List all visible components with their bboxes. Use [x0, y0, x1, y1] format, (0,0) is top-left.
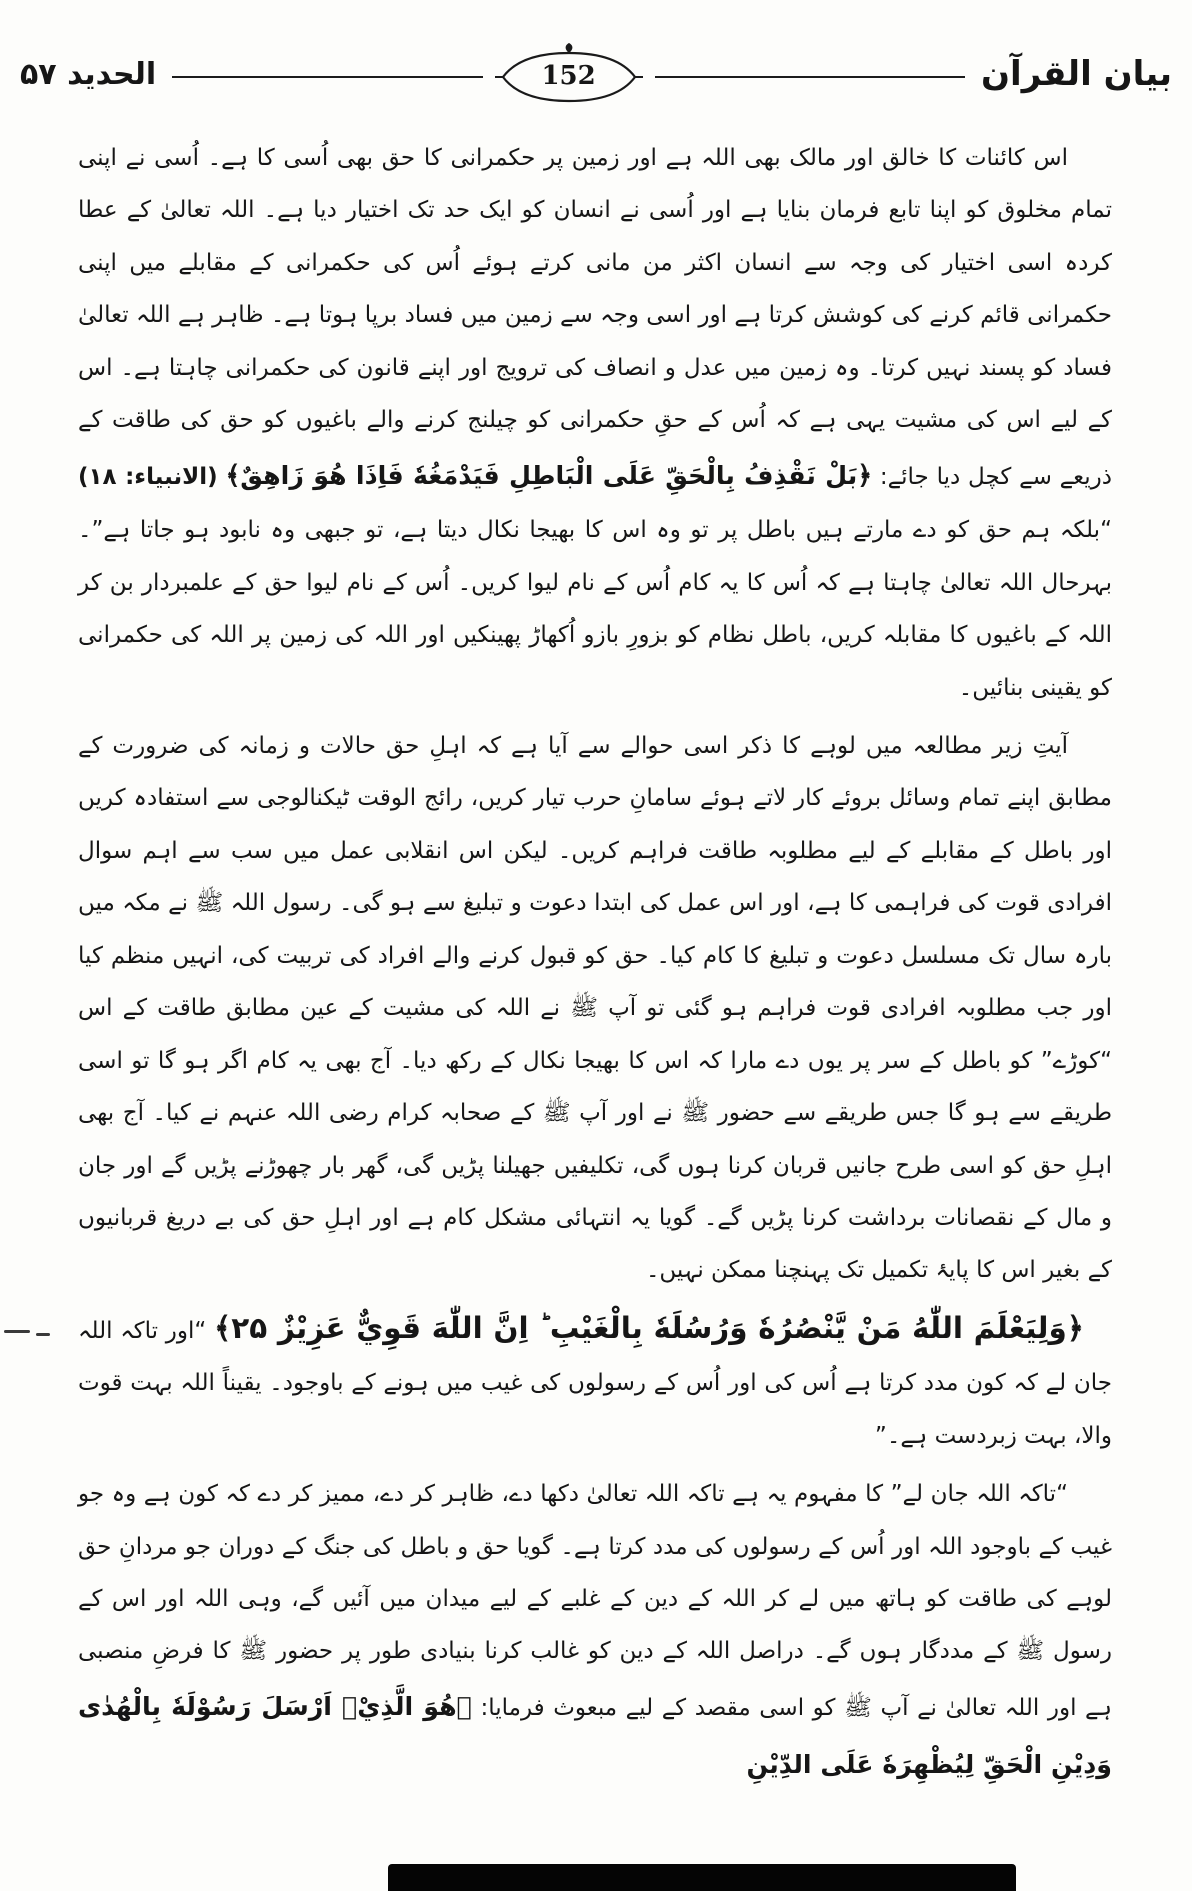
chapter-title: الحدید ۵۷ [20, 56, 157, 92]
scan-artifact-dash [36, 1333, 50, 1336]
book-title: بیان القرآن [981, 54, 1172, 94]
scan-artifact-black-bar [388, 1864, 1016, 1891]
page-number-ornament [493, 43, 645, 105]
paragraph-4 [78, 1468, 1112, 1793]
quran-quote-anbiya-18: ﴿بَلْ نَقْذِفُ بِالْحَقِّ عَلَى الْبَاطِلِ فَيَدْمَغُهٗ فَاِذَا هُوَ زَاهِقٌ﴾ [225, 460, 873, 490]
page-header [0, 42, 1192, 106]
scan-artifact-dash [4, 1330, 30, 1333]
paragraph-2: آیتِ زیر مطالعہ میں لوہے کا ذکر اسی حوالے سے آیا ہے کہ اہلِ حق حالات و زمانہ کی ضرورت کے مطابق اپنے تمام وسائل بروئے کار لاتے ہوئے سامانِ حرب تیار کریں، رائج الوقت ٹیکنالوجی سے استفادہ کریں اور باطل کے مقابلے کے لیے مطلوبہ طاقت فراہم کریں۔ لیکن اس انقلابی عمل میں سب سے اہم سوال افرادی قوت کی فراہمی کا ہے، اور اس عمل کی ابتدا دعوت و تبلیغ سے ہو گی۔ رسول اللہ ﷺ نے مکہ میں بارہ سال تک مسلسل دعوت و تبلیغ کا کام کیا۔ حق کو قبول کرنے والے افراد کی تربیت کی، انہیں منظم کیا اور جب مطلوبہ افرادی قوت فراہم ہو گئی تو آپ ﷺ نے اللہ کی مشیت کے عین مطابق طاقت کے اس “کوڑے” کو باطل کے سر پر یوں دے مارا کہ اس کا بھیجا نکال کے رکھ دیا۔ آج بھی یہ کام اگر ہو گا تو اسی طریقے سے ہو گا جس طریقے سے حضور ﷺ نے اور آپ ﷺ کے صحابہ کرام رضی اللہ عنہم نے کیا۔ آج بھی اہلِ حق کو اسی طرح جانیں قربان کرنا ہوں گی، تکلیفیں جھیلنا پڑیں گی، گھر بار چھوڑنے پڑیں گے اور جان و مال کے نقصانات برداشت کرنا پڑیں گے۔ گویا یہ انتہائی مشکل کام ہے اور اہلِ حق کی بے دریغ قربانیوں کے بغیر اس کا پایۂ تکمیل تک پہنچنا ممکن نہیں۔ [78, 733, 1112, 1284]
header-rule-left [172, 76, 482, 78]
page-body-text [0, 106, 1192, 1793]
quran-quote-ligature-end: ﴿هُوَ الَّذِيْۤ اَرْسَلَ رَسُوْلَهٗ بِالْهُدٰى وَدِيْنِ الْحَقِّ لِيُظْهِرَهٗ عَلَى الدِّيْنِ [78, 1691, 1112, 1779]
paragraph-1-text: اس کائنات کا خالق اور مالک بھی اللہ ہے اور زمین پر حکمرانی کا حق بھی اُسی کا ہے۔ اُسی نے اپنی تمام مخلوق کو اپنا تابع فرمان بنایا ہے اور اُسی نے انسان کو ایک حد تک اختیار دیا ہے۔ اللہ تعالیٰ کے عطا کردہ اسی اختیار کی وجہ سے انسان اکثر من مانی کرتے ہوئے اُس کی حکمرانی کے مقابلے میں اپنی حکمرانی قائم کرنے کی کوشش کرتا ہے اور اسی وجہ سے زمین میں فساد برپا ہوتا ہے۔ ظاہر ہے اللہ تعالیٰ فساد کو پسند نہیں کرتا۔ وہ زمین میں عدل و انصاف کی ترویج اور اپنے قانون کی حکمرانی چاہتا ہے۔ اس کے لیے اس کی مشیت یہی ہے کہ اُس کے حقِ حکمرانی کو چیلنج کرنے والے باغیوں کو حق کی طاقت کے ذریعے سے کچل دیا جائے: [78, 145, 1112, 490]
paragraph-3-verse [78, 1303, 1112, 1462]
quran-verse-hadid-25: ﴿وَلِيَعْلَمَ اللّٰهُ مَنْ يَّنْصُرُهٗ وَرُسُلَهٗ بِالْغَيْبِ ؕ اِنَّ اللّٰهَ قَوِيٌّ عَزِيْزٌ ۲۵﴾ [214, 1310, 1085, 1345]
verse-translation-hadid-25: “اور تاکہ اللہ جان لے کہ کون مدد کرتا ہے اُس کی اور اُس کے رسولوں کی غیب میں ہونے کے باوجود۔ یقیناً اللہ بہت قوت والا، بہت زبردست ہے۔” [78, 1317, 1112, 1449]
page-number: 152 [541, 61, 596, 91]
paragraph-1-text-continued: “بلکہ ہم حق کو دے مارتے ہیں باطل پر تو وہ اس کا بھیجا نکال دیتا ہے، تو جبھی وہ نابود ہو جاتا ہے”۔ بہرحال اللہ تعالیٰ چاہتا ہے کہ اُس کا یہ کام اُس کے نام لیوا کریں۔ اُس کے نام لیوا حق کے علمبردار بن کر اللہ کے باغیوں کا مقابلہ کریں، باطل نظام کو بزورِ بازو اُکھاڑ پھینکیں اور اللہ کی زمین پر اللہ کی حکمرانی کو یقینی بنائیں۔ [78, 517, 1112, 701]
verse-reference-anbiya-18: (الانبیاء: ۱۸) [78, 463, 218, 490]
header-rule-right [655, 76, 965, 78]
paragraph-1 [78, 132, 1112, 714]
paragraph-4-text: “تاکہ اللہ جان لے” کا مفہوم یہ ہے تاکہ اللہ تعالیٰ دکھا دے، ظاہر کر دے، ممیز کر دے کہ کون ہے وہ جو غیب کے باوجود اللہ اور اُس کے رسولوں کی مدد کرتا ہے۔ گویا حق و باطل کی جنگ کے دوران جو مردانِ حق لوہے کی طاقت کو ہاتھ میں لے کر اللہ کے دین کے غلبے کے لیے میدان میں آئیں گے، وہی اللہ اور اس کے رسول ﷺ کے مددگار ہوں گے۔ دراصل اللہ کے دین کو غالب کرنا بنیادی طور پر حضور ﷺ کا فرضِ منصبی ہے اور اللہ تعالیٰ نے آپ ﷺ کو اسی مقصد کے لیے مبعوث فرمایا: [78, 1481, 1113, 1721]
